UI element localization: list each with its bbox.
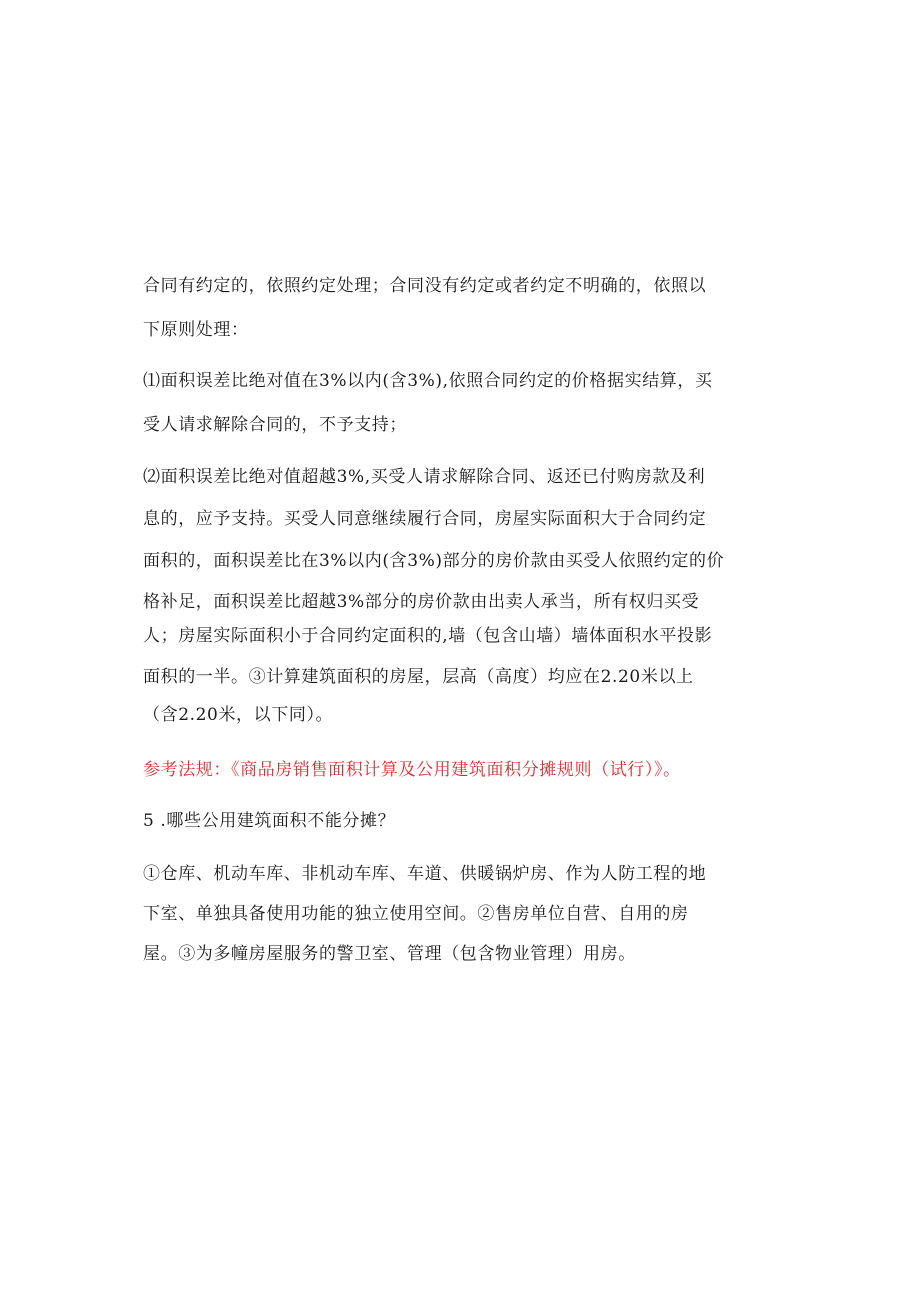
reference-regulation: 参考法规：《商品房销售面积计算及公用建筑面积分摊规则（试行）》。	[143, 760, 681, 780]
paragraph-line: 合同有约定的，依照约定处理；合同没有约定或者约定不明确的，依照以	[143, 276, 707, 296]
paragraph-line: 人；房屋实际面积小于合同约定面积的,墙（包含山墙）墙体面积水平投影	[143, 626, 713, 646]
question-heading: 5 .哪些公用建筑面积不能分摊？	[143, 811, 396, 831]
paragraph-line: 格补足，面积误差比超越3%部分的房价款由出卖人承当，所有权归买受	[143, 592, 700, 612]
paragraph-line: ⑵面积误差比绝对值超越3%,买受人请求解除合同、返还已付购房款及利	[143, 467, 706, 487]
answer-line: 屋。③为多幢房屋服务的警卫室、管理（包含物业管理）用房。	[143, 944, 636, 964]
paragraph-line: ⑴面积误差比绝对值在3%以内(含3%),依照合同约定的价格据实结算，买	[143, 371, 713, 391]
paragraph-line: 下原则处理：	[143, 320, 249, 340]
answer-line: 下室、单独具备使用功能的独立使用空间。②售房单位自营、自用的房	[143, 904, 689, 924]
paragraph-line: （含2.20米，以下同）。	[143, 705, 334, 725]
paragraph-line: 面积的，面积误差比在3%以内(含3%)部分的房价款由买受人依照约定的价	[143, 551, 725, 571]
paragraph-line: 面积的一半。③计算建筑面积的房屋，层高（高度）均应在2.20米以上	[143, 667, 694, 687]
answer-line: ①仓库、机动车库、非机动车库、车道、供暖锅炉房、作为人防工程的地	[143, 864, 707, 884]
paragraph-line: 息的，应予支持。买受人同意继续履行合同，房屋实际面积大于合同约定	[143, 509, 707, 529]
paragraph-line: 受人请求解除合同的，不予支持；	[143, 415, 407, 435]
